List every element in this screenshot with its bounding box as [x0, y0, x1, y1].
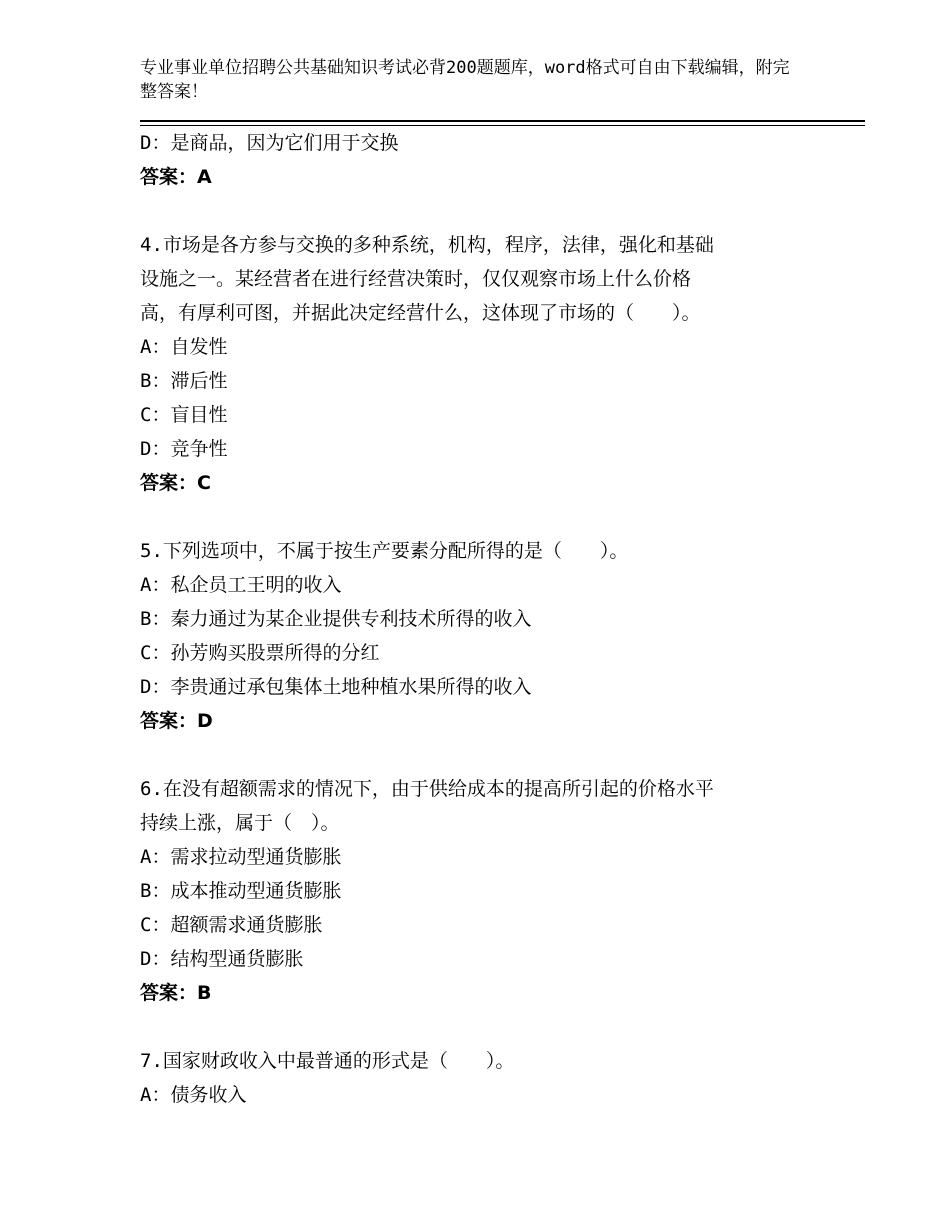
question-5: [140, 534, 820, 738]
header-rule-thick: [140, 120, 865, 122]
question-6-option-b: B：成本推动型通货膨胀: [140, 880, 342, 902]
question-4: [140, 228, 820, 500]
question-5-option-d: D：李贵通过承包集体土地种植水果所得的收入: [140, 676, 532, 698]
question-4-option-b: B：滞后性: [140, 370, 228, 392]
question-6-text-line-2: 持续上涨，属于（ ）。: [140, 812, 340, 834]
prev-option-d: D：是商品，因为它们用于交换: [140, 132, 399, 154]
question-7-option-a: A：债务收入: [140, 1084, 247, 1106]
question-4-answer: 答案：C: [140, 472, 211, 494]
question-4-option-d: D：竞争性: [140, 438, 228, 460]
question-4-text-line-2: 设施之一。某经营者在进行经营决策时，仅仅观察市场上什么价格: [140, 268, 692, 290]
question-6-option-c: C：超额需求通货膨胀: [140, 914, 323, 936]
question-4-text-line-3: 高，有厚利可图，并据此决定经营什么，这体现了市场的（ ）。: [140, 302, 701, 324]
question-5-answer: 答案：D: [140, 710, 213, 732]
question-4-option-c: C：盲目性: [140, 404, 228, 426]
prev-answer: 答案：A: [140, 166, 212, 188]
question-6-option-d: D：结构型通货膨胀: [140, 948, 304, 970]
question-5-option-c: C：孙芳购买股票所得的分红: [140, 642, 380, 664]
question-6-answer: 答案：B: [140, 982, 212, 1004]
question-5-text: 5.下列选项中，不属于按生产要素分配所得的是（ ）。: [140, 540, 629, 562]
question-6-text-line-1: 6.在没有超额需求的情况下，由于供给成本的提高所引起的价格水平: [140, 778, 714, 800]
question-5-option-a: A：私企员工王明的收入: [140, 574, 342, 596]
question-5-option-b: B：秦力通过为某企业提供专利技术所得的收入: [140, 608, 532, 630]
question-4-option-a: A：自发性: [140, 336, 228, 358]
question-6: [140, 772, 820, 1010]
question-7: [140, 1044, 820, 1112]
question-4-text-line-1: 4.市场是各方参与交换的多种系统，机构，程序，法律，强化和基础: [140, 234, 714, 256]
question-content: [140, 126, 820, 1112]
question-6-option-a: A：需求拉动型通货膨胀: [140, 846, 342, 868]
document-header: 专业事业单位招聘公共基础知识考试必背200题题库，word格式可自由下载编辑，附完整答案！: [140, 58, 790, 102]
question-7-text: 7.国家财政收入中最普通的形式是（ ）。: [140, 1050, 515, 1072]
